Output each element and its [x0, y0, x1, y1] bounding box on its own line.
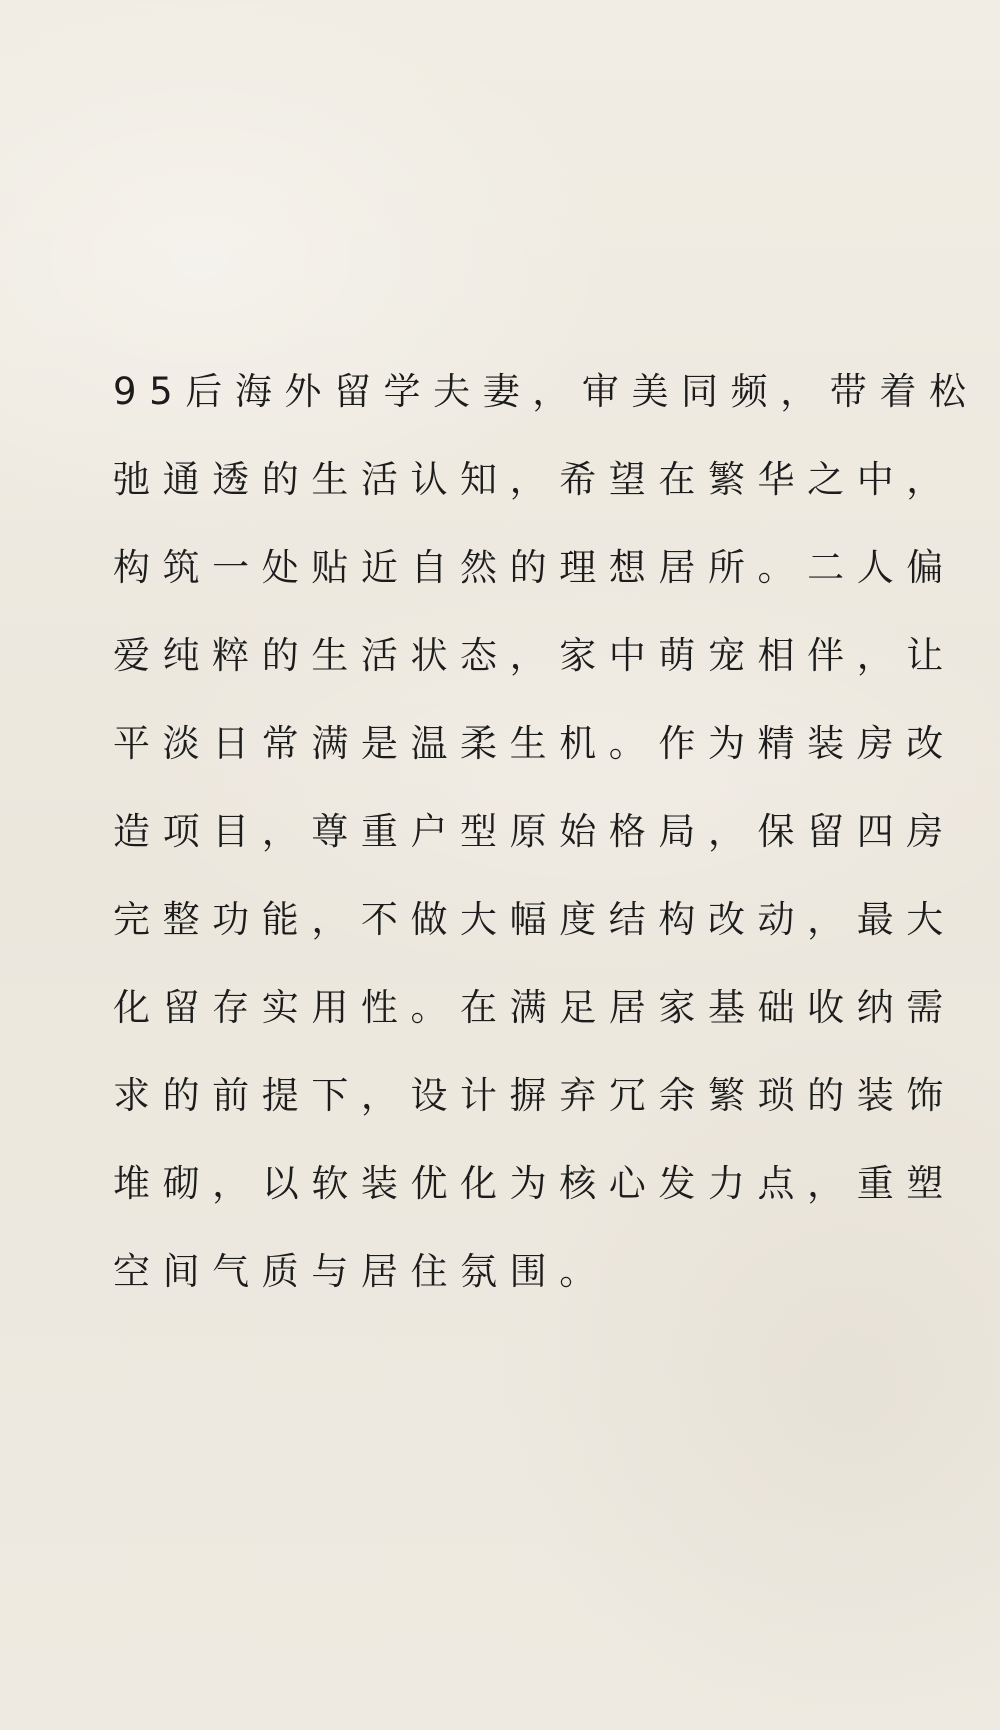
paragraph-line: 平淡日常满是温柔生机。作为精装房改: [113, 722, 956, 765]
body-paragraph: [113, 354, 979, 1322]
paragraph-line: 弛通透的生活认知，希望在繁华之中，: [113, 458, 956, 501]
paragraph-line: 化留存实用性。在满足居家基础收纳需: [113, 986, 956, 1029]
paragraph-line: 爱纯粹的生活状态，家中萌宠相伴，让: [113, 634, 956, 677]
paragraph-line: 完整功能，不做大幅度结构改动，最大: [113, 898, 956, 941]
paragraph-line: 空间气质与居住氛围。: [113, 1250, 609, 1293]
paragraph-line: 造项目，尊重户型原始格局，保留四房: [113, 810, 956, 853]
paragraph-line: 堆砌，以软装优化为核心发力点，重塑: [113, 1162, 956, 1205]
paragraph-line: 95后海外留学夫妻，审美同频，带着松: [113, 370, 979, 413]
paragraph-line: 求的前提下，设计摒弃冗余繁琐的装饰: [113, 1074, 956, 1117]
paragraph-line: 构筑一处贴近自然的理想居所。二人偏: [113, 546, 956, 589]
